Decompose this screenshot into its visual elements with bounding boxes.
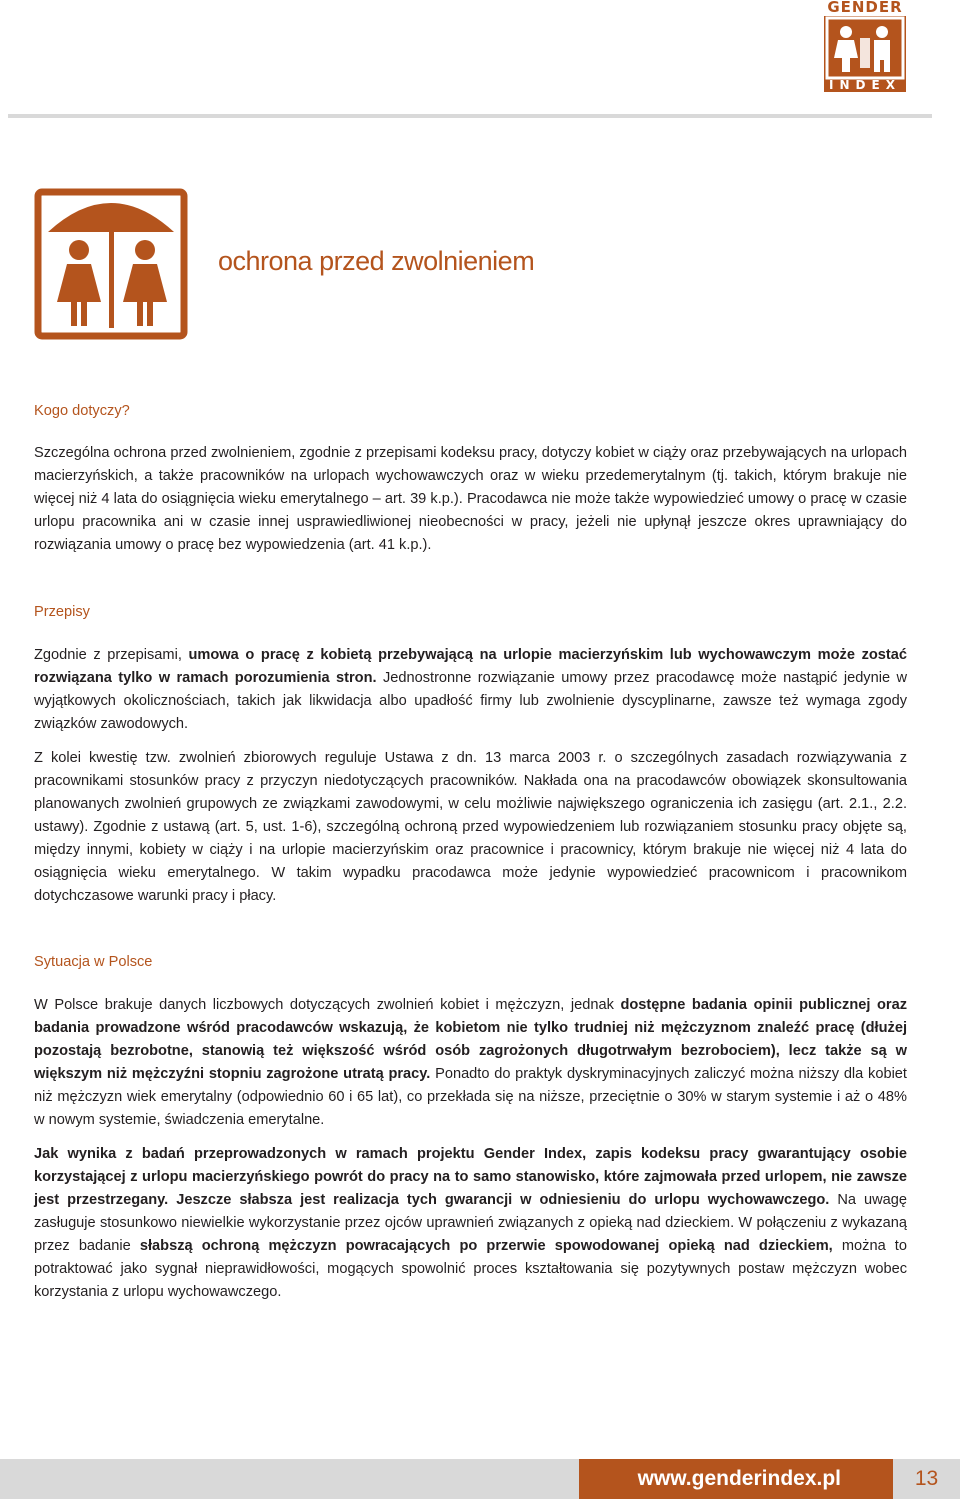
text-run: Jednostronne rozwiązanie umowy przez pracodawcę może nastąpić jedynie w wyjątkowych okolicznościach, takich jak likwidacja albo upadłość firmy lub zwolnienie dyscyplinarne, zawsze też wymaga zgody związków zawodowych. bbox=[34, 670, 908, 732]
document-body bbox=[34, 400, 907, 1304]
bold-text-run: dostępne badania opinii publicznej oraz badania prowadzone wśród pracodawców wskazują, że kobietom nie tylko trudniej niż mężczyznom znaleźć pracę (dłużej pozostają bezrobotne, stanowią też większość wśród osób zagrożonych długotrwałym bezrobociem), lecz także są w większym niż mężczyźni stopniu zagrożone utratą pracy. bbox=[34, 997, 907, 1082]
paragraph bbox=[34, 994, 907, 1132]
footer-website-link[interactable]: www.genderindex.pl bbox=[579, 1459, 893, 1499]
section-title: ochrona przed zwolnieniem bbox=[218, 246, 535, 276]
text-run: można to potraktować jako sygnał nieprawidłowości, mogących spowolnić proces kształtowania się pozytywnych postaw mężczyzn wobec korzystania z urlopu wychowawczego. bbox=[34, 1238, 907, 1300]
footer-bar bbox=[0, 1459, 579, 1499]
bold-text-run: umowa o pracę z kobietą przebywającą na urlopie macierzyńskim lub wychowawczym może zostać rozwiązana tylko w ramach porozumienia stron. bbox=[34, 647, 907, 686]
heading-przepisy: Przepisy bbox=[34, 604, 90, 620]
text-run: Z kolei kwestię tzw. zwolnień zbiorowych reguluje Ustawa z dn. 13 marca 2003 r. o szczególnych zasadach rozwiązywania z pracownikami stosunków pracy z przyczyn niedotyczących pracowników. Nakłada ona na pracodawców obowiązek skonsultowania planowanych zwolnień grupowych ze związkami zawodowymi, w celu możliwie największego ograniczenia ich zasięgu (art. 2.1., 2.2. ustawy). Zgodnie z ustawą (art. 5, ust. 1-6), szczególną ochroną przed wypowiedzeniem lub rozwiązaniem stosunku pracy objęte są, między innymi, kobiety w ciąży i na urlopie macierzyńskim oraz pracownice i pracownicy, którym brakuje nie więcej niż 4 lata do osiągnięcia wieku emerytalnego. W takim wypadku pracodawca może jedynie wypowiedzieć pracownicom i pracownikom dotychczasowe warunki pracy i płacy. bbox=[34, 750, 907, 904]
page-number: 13 bbox=[893, 1459, 960, 1499]
heading-kogo-dotyczy: Kogo dotyczy? bbox=[34, 403, 130, 419]
two-people-umbrella-icon bbox=[34, 188, 188, 340]
text-run: Na uwagę zasługuje stosunkowo niewielkie wykorzystanie przez ojców uprawnień związanych z opieką nad dzieckiem. W połączeniu z wykazaną przez badanie bbox=[34, 1192, 907, 1254]
paragraph bbox=[34, 747, 907, 908]
paragraph bbox=[34, 644, 907, 736]
text-run: Zgodnie z przepisami, bbox=[34, 647, 189, 663]
logo-top-text: GENDER bbox=[827, 0, 903, 16]
bold-text-run: słabszą ochroną mężczyzn powracających po przerwie spowodowanej opieką nad dzieckiem, bbox=[139, 1238, 833, 1254]
paragraph bbox=[34, 442, 907, 557]
top-divider bbox=[8, 114, 932, 118]
paragraph bbox=[34, 1143, 907, 1304]
text-run: Szczególna ochrona przed zwolnieniem, zgodnie z przepisami kodeksu pracy, dotyczy kobiet w ciąży oraz przebywających na urlopach macierzyńskich, a także pracowników na urlopach wychowawczych oraz w wieku przedemerytalnym (tj. takich, którym brakuje nie więcej niż 4 lata do osiągnięcia wieku emerytalnego – art. 39 k.p.). Pracodawca nie może także wypowiedzieć umowy o pracę w czasie urlopu pracownika ani w czasie innej usprawiedliwionej nieobecności w pracy, jeżeli nie upłynął jeszcze okres uprawniający do rozwiązania umowy o pracę bez wypowiedzenia (art. 41 k.p.). bbox=[34, 445, 907, 553]
logo-bottom-text: INDEX bbox=[829, 78, 901, 92]
heading-sytuacja-w-polsce: Sytuacja w Polsce bbox=[34, 954, 153, 970]
bold-text-run: Jak wynika z badań przeprowadzonych w ramach projektu Gender Index, zapis kodeksu pracy gwarantujący osobie korzystającej z urlopu macierzyńskiego powrót do pracy na to samo stanowisko, które zajmowała przed urlopem, nie zawsze jest przestrzegany. Jeszcze słabsza jest realizacja tych gwarancji w odniesieniu do urlopu wychowawczego. bbox=[34, 1146, 907, 1208]
text-run: Ponadto do praktyk dyskryminacyjnych zaliczyć można niższy dla kobiet niż mężczyzn wiek emerytalny (odpowiednio 60 i 65 lat), co przekłada się na niższe, przeciętnie o 30% w starym systemie i aż o 48% w nowym systemie, świadczenia emerytalne. bbox=[34, 1066, 907, 1128]
text-run: W Polsce brakuje danych liczbowych dotyczących zwolnień kobiet i mężczyzn, jednak bbox=[34, 997, 621, 1013]
